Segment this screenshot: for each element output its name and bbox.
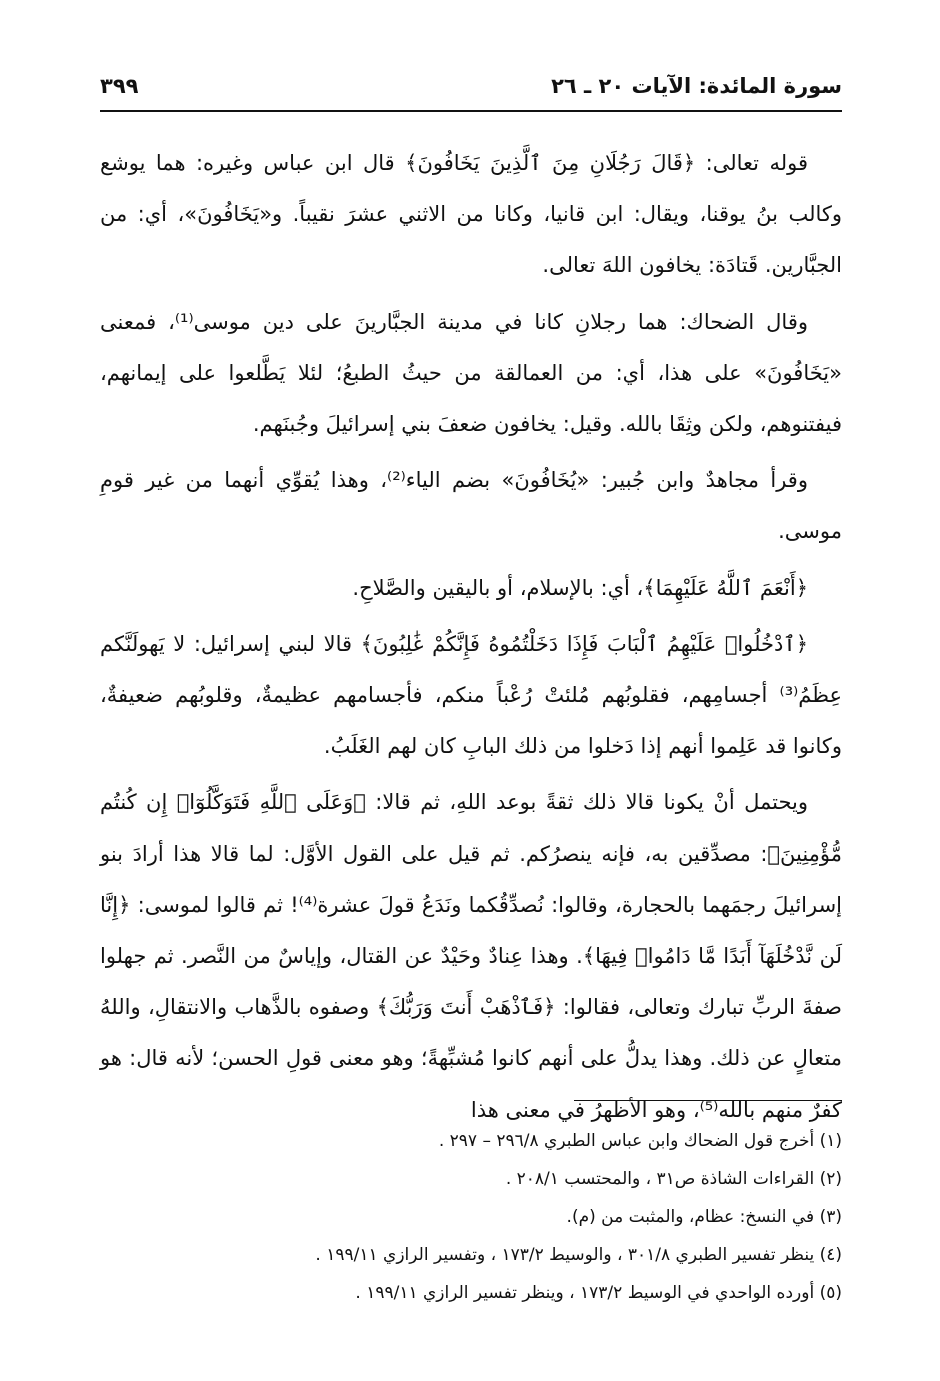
paragraph-4: ﴿أَنْعَمَ ٱللَّهُ عَلَيْهِمَا﴾، أي: بالإسلام، أو باليقين والصَّلاحِ.: [352, 575, 808, 600]
footnote-2: (٢) القراءات الشاذة ص٣١ ، والمحتسب ٢٠٨/١ .: [505, 1169, 842, 1189]
footnotes: [100, 1122, 842, 1312]
header-title: سورة المائدة: الآيات ٢٠ ـ ٢٦: [551, 74, 842, 98]
footnote-5: (٥) أورده الواحدي في الوسيط ١٧٣/٢ ، وينظر تفسير الرازي ١٩٩/١١ .: [355, 1283, 842, 1303]
paragraph-6: ويحتمل أنْ يكونا قالا ذلك ثقةً بوعد اللهِ، ثم قالا: ﴿وَعَلَى ٱللَّهِ فَتَوَكَّلُوٓا۟ إِن كُنتُم مُّؤْمِنِينَ﴾: مصدِّقين به، فإنه ينصرُكم. ثم قيل على القول الأوَّل: لما قالا هذا أرادَ بنو إسرائيلَ رجمَهما بالحجارة، وقالوا: نُصدِّقُكما ونَدَعُ قولَ عشرة⁽⁴⁾! ثم قالوا لموسى: ﴿إِنَّا لَن نَّدْخُلَهَآ أَبَدًا مَّا دَامُوا۟ فِيهَا﴾. وهذا عِنادٌ وحَيْدٌ عن القتال، وإياسٌ من النَّصر. ثم جهلوا صفةَ الربِّ تبارك وتعالى، فقالوا: ﴿فَٱذْهَبْ أَنتَ وَرَبُّكَ﴾ وصفوه بالذَّهاب والانتقالِ، واللهُ متعالٍ عن ذلك. وهذا يدلُّ على أنهم كانوا مُشبِّهةً؛ وهو معنى قولِ الحسن؛ لأنه قال: هو كفرٌ منهم بالله⁽⁵⁾، وهو الأظهرُ في معنى هذا: [100, 790, 843, 1122]
footnote-1: (١) أخرج قول الضحاك وابن عباس الطبري ٢٩٦/٨ – ٢٩٧ .: [438, 1131, 842, 1151]
paragraph-2: وقال الضحاك: هما رجلانِ كانا في مدينة الجبَّارينَ على دين موسى⁽¹⁾، فمعنى «يَخَافُونَ» على هذا، أي: من العمالقة من حيثُ الطبعُ؛ لئلا يَطَّلعوا على إيمانهم، فيفتنوهم، ولكن وثِقَا بالله. وقيل: يخافون ضعفَ بني إسرائيلَ وجُبنَهم.: [100, 309, 842, 437]
page-number: ٣٩٩: [100, 74, 139, 98]
main-text: [100, 138, 842, 1141]
running-header: [100, 68, 842, 104]
footnote-4: (٤) ينظر تفسير الطبري ٣٠١/٨ ، والوسيط ١٧٣/٢ ، وتفسير الرازي ١٩٩/١١ .: [315, 1245, 842, 1265]
paragraph-3: وقرأ مجاهدٌ وابن جُبير: «يُخَافُونَ» بضم الياء⁽²⁾، وهذا يُقوِّي أنهما من غير قومِ موسى.: [100, 468, 842, 544]
footnote-divider: [574, 1100, 842, 1101]
header-divider: [100, 110, 842, 112]
paragraph-5: ﴿ٱدْخُلُوا۟ عَلَيْهِمُ ٱلْبَابَ فَإِذَا دَخَلْتُمُوهُ فَإِنَّكُمْ غَٰلِبُونَ﴾ قالا لبني إسرائيل: لا يَهولَنَّكم عِظَمُ⁽³⁾ أجسامِهم، فقلوبُهم مُلئتْ رُعْباً منكم، فأجسامهم عظيمةٌ، وقلوبُهم ضعيفةٌ، وكانوا قد عَلِموا أنهم إذا دَخلوا من ذلك البابِ كان لهم الغَلَبُ.: [100, 631, 842, 759]
footnote-3: (٣) في النسخ: عظام، والمثبت من (م).: [566, 1207, 842, 1227]
paragraph-1: قوله تعالى: ﴿قَالَ رَجُلَانِ مِنَ ٱلَّذِينَ يَخَافُونَ﴾ قال ابن عباس وغيره: هما يوشع وكالب بنُ يوقنا، ويقال: ابن قانيا، وكانا من الاثني عشرَ نقيباً. و«يَخَافُونَ»، أي: من الجبَّارين. قَتادَة: يخافون اللهَ تعالى.: [100, 151, 842, 278]
